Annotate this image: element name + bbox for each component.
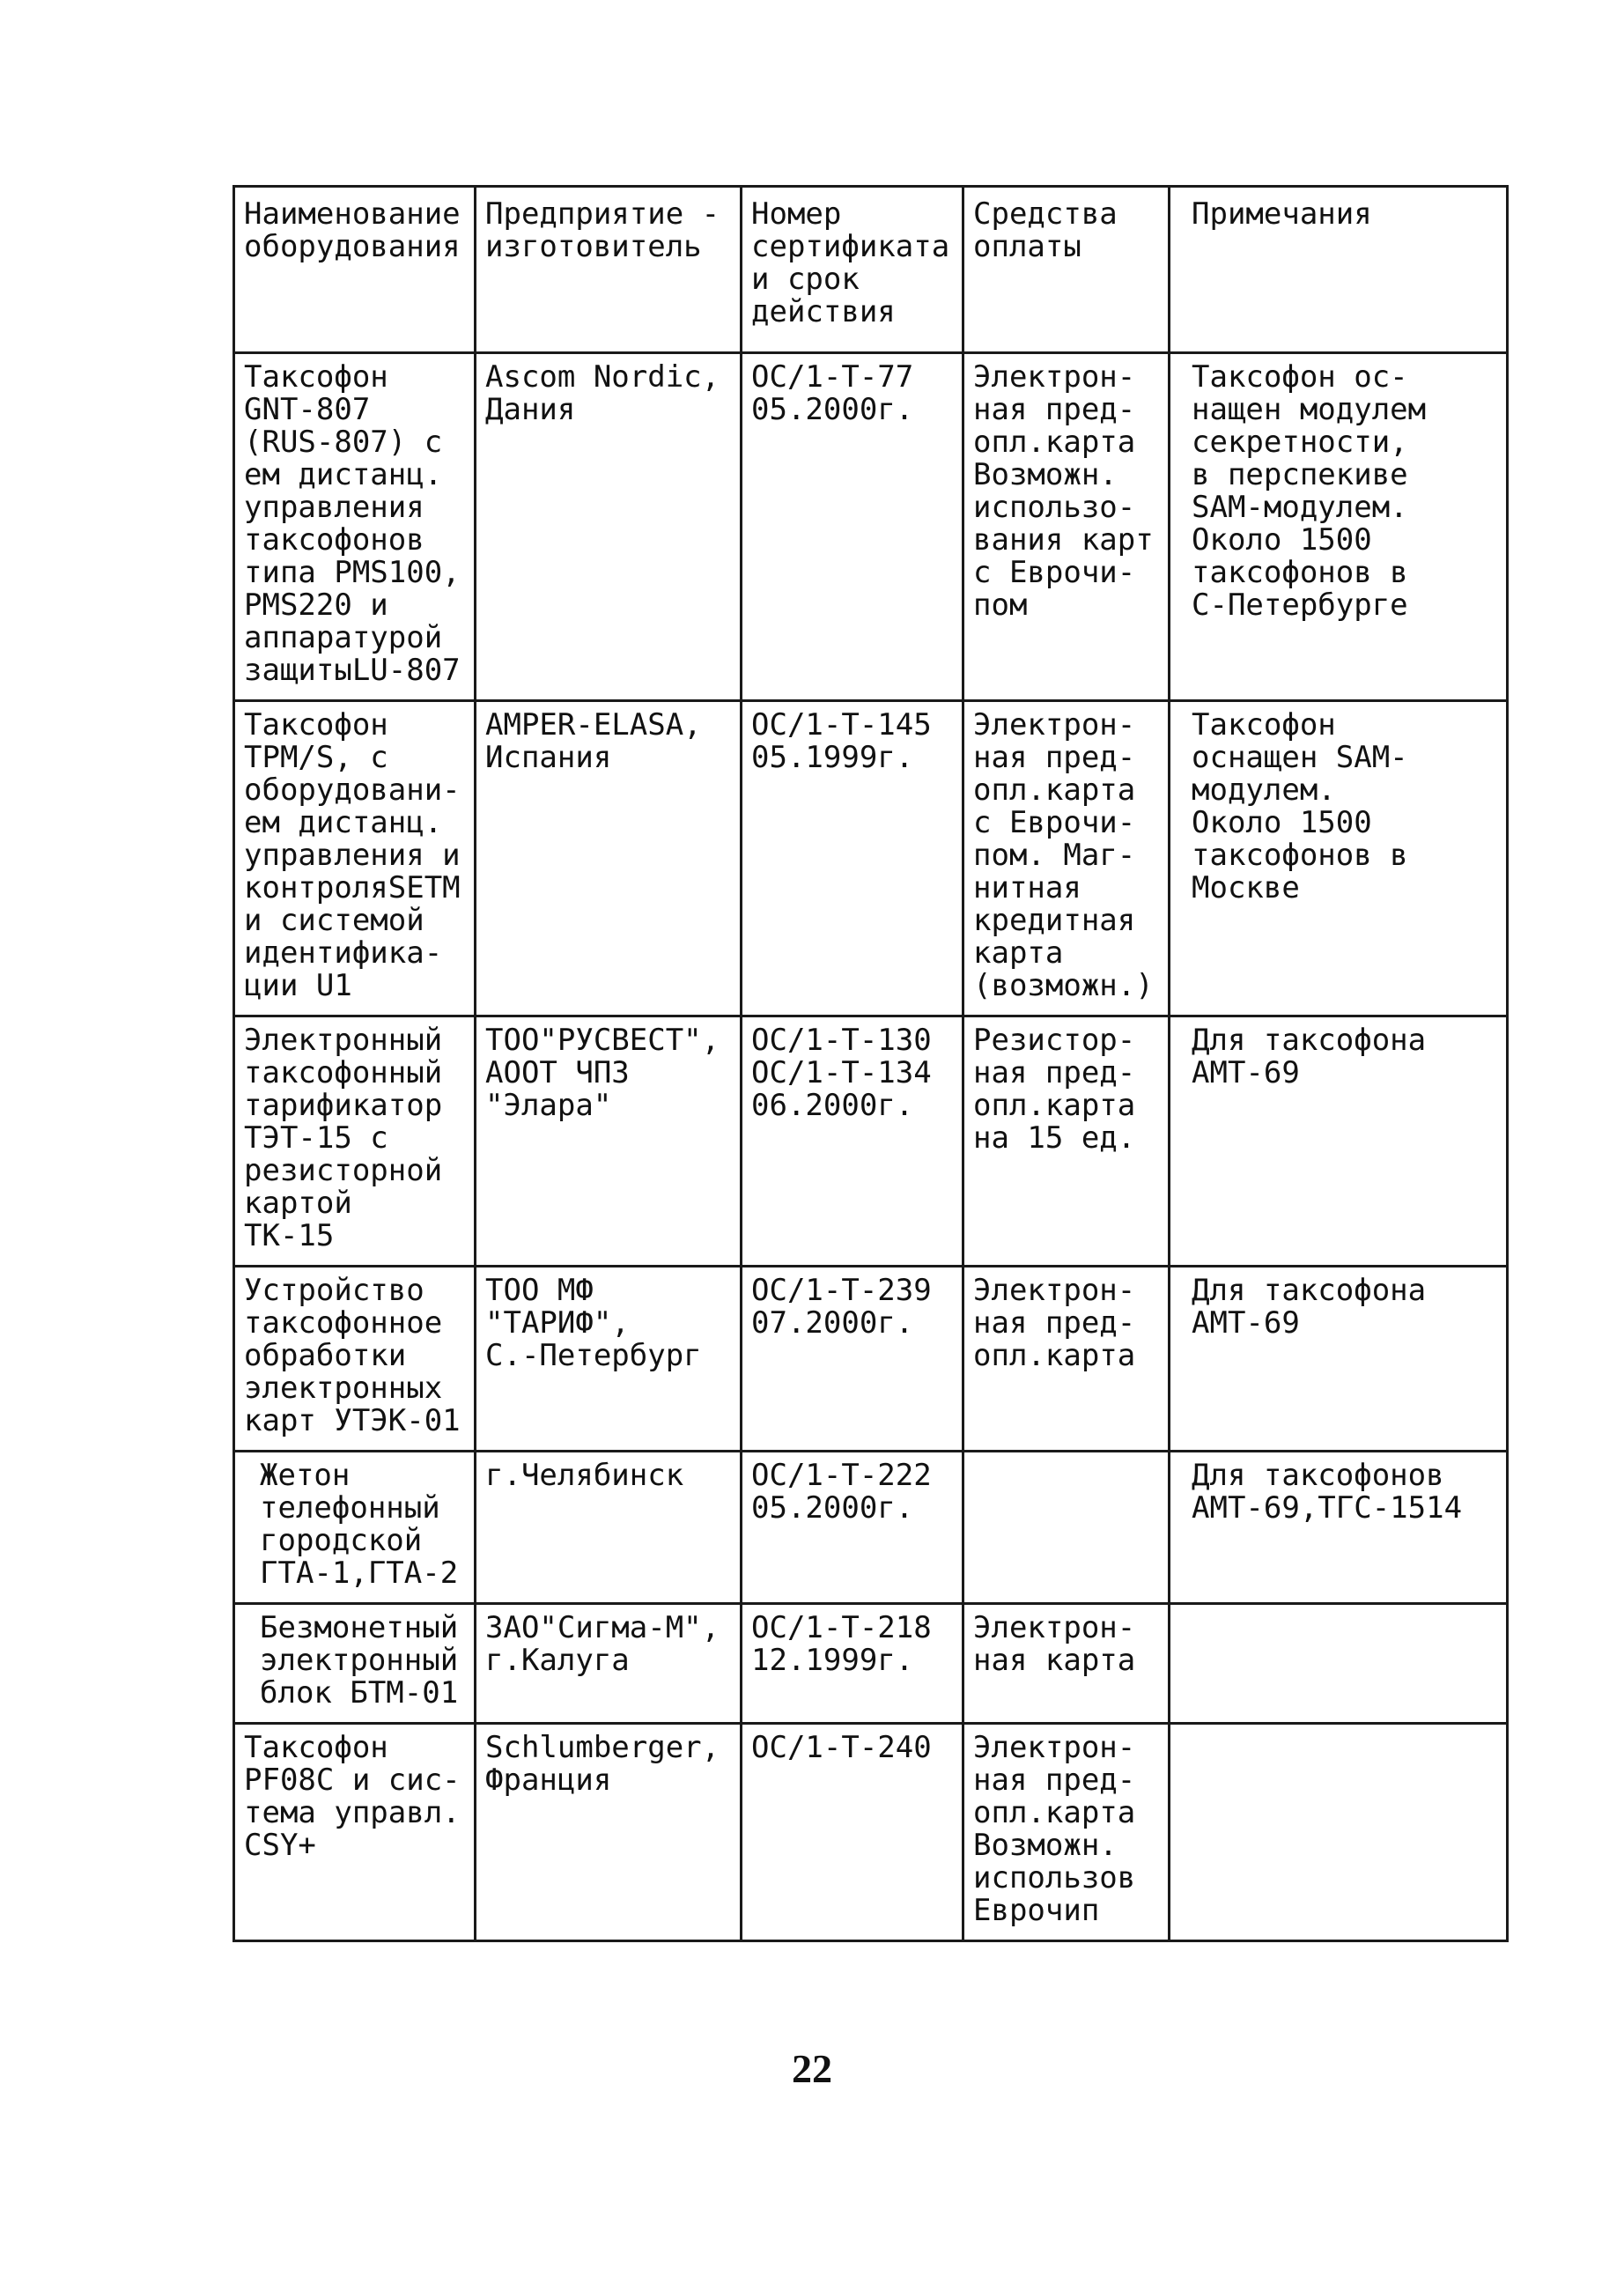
cell-certificate: ОС/1-Т-130 ОС/1-Т-134 06.2000г. [742,1016,963,1267]
cell-manufacturer: Ascom Nordic, Дания [476,353,742,701]
table-row [234,701,1508,1016]
cell-notes: Для таксофона АМТ-69 [1170,1267,1508,1452]
cell-equipment: Устройство таксофонное обработки электронных карт УТЭК-01 [234,1267,476,1452]
cell-manufacturer: ТОО"РУСВЕСТ", АООТ ЧПЗ "Элара" [476,1016,742,1267]
cell-manufacturer: г.Челябинск [476,1452,742,1604]
header-notes: Примечания [1170,187,1508,353]
cell-equipment: Безмонетный электронный блок БТМ-01 [234,1604,476,1724]
table-row [234,1267,1508,1452]
cell-manufacturer: ТОО МФ "ТАРИФ", С.-Петербург [476,1267,742,1452]
cell-notes: Для таксофонов АМТ-69,ТГС-1514 [1170,1452,1508,1604]
table-row [234,1016,1508,1267]
cell-notes: Таксофон оснащен SAM- модулем. Около 1500 таксофонов в Москве [1170,701,1508,1016]
cell-payment: Электрон- ная пред- опл.карта с Еврочи- пом. Маг- нитная кредитная карта (возможн.) [963,701,1170,1016]
cell-notes: Таксофон ос- нащен модулем секретности, в перспекиве SAM-модулем. Около 1500 таксофонов в С-Петербурге [1170,353,1508,701]
table-row [234,1604,1508,1724]
table-row [234,1724,1508,1941]
cell-manufacturer: Schlumberger, Франция [476,1724,742,1941]
cell-certificate: ОС/1-Т-239 07.2000г. [742,1267,963,1452]
cell-manufacturer: ЗАО"Сигма-М", г.Калуга [476,1604,742,1724]
cell-certificate: ОС/1-Т-77 05.2000г. [742,353,963,701]
cell-equipment: Таксофон TPM/S, с оборудовани- ем дистанц. управления и контроляSETM и системой идентифика- ции U1 [234,701,476,1016]
cell-equipment: Электронный таксофонный тарификатор ТЭТ-15 с резисторной картой ТК-15 [234,1016,476,1267]
cell-equipment: Жетон телефонный городской ГТА-1,ГТА-2 [234,1452,476,1604]
header-payment: Средства оплаты [963,187,1170,353]
table-header-row [234,187,1508,353]
cell-certificate: ОС/1-Т-240 [742,1724,963,1941]
cell-notes [1170,1724,1508,1941]
cell-manufacturer: AMPER-ELASA, Испания [476,701,742,1016]
header-certificate: Номер сертификата и срок действия [742,187,963,353]
page-number: 22 [792,2046,832,2091]
cell-payment: Резистор- ная пред- опл.карта на 15 ед. [963,1016,1170,1267]
cell-payment: Электрон- ная пред- опл.карта Возможн. использов Еврочип [963,1724,1170,1941]
header-equipment: Наименование оборудования [234,187,476,353]
table-row [234,1452,1508,1604]
cell-certificate: ОС/1-Т-218 12.1999г. [742,1604,963,1724]
header-manufacturer: Предприятие - изготовитель [476,187,742,353]
table-row [234,353,1508,701]
cell-certificate: ОС/1-Т-222 05.2000г. [742,1452,963,1604]
cell-payment: Электрон- ная карта [963,1604,1170,1724]
cell-equipment: Таксофон PF08C и сис- тема управл. CSY+ [234,1724,476,1941]
cell-payment: Электрон- ная пред- опл.карта [963,1267,1170,1452]
cell-equipment: Таксофон GNT-807 (RUS-807) с ем дистанц. управления таксофонов типа PMS100, PMS220 и аппаратурой защитыLU-807 [234,353,476,701]
certificates-table [233,185,1509,1942]
cell-payment [963,1452,1170,1604]
cell-notes: Для таксофона АМТ-69 [1170,1016,1508,1267]
cell-payment: Электрон- ная пред- опл.карта Возможн. использо- вания карт с Еврочи- пом [963,353,1170,701]
cell-certificate: ОС/1-Т-145 05.1999г. [742,701,963,1016]
cell-notes [1170,1604,1508,1724]
